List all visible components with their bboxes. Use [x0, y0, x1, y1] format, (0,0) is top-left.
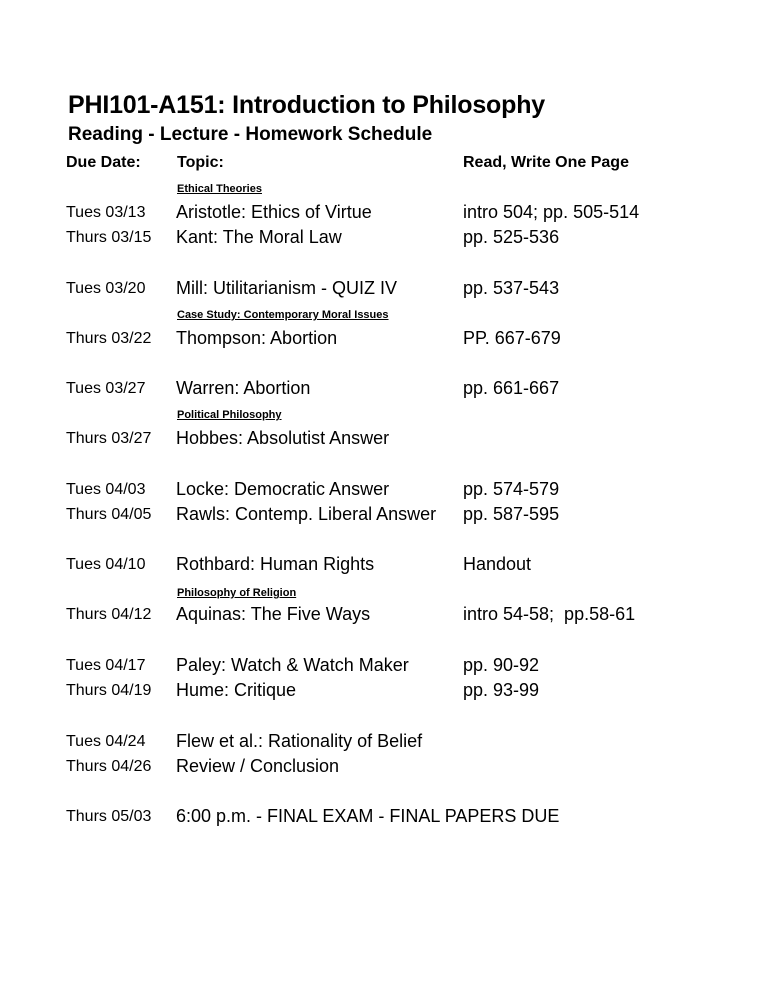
row-reading: pp. 574-579 [463, 479, 560, 499]
row-date: Thurs 04/12 [66, 606, 152, 623]
schedule-subtitle: Reading - Lecture - Homework Schedule [68, 124, 433, 145]
row-date: Tues 03/13 [66, 204, 146, 221]
row-reading: pp. 93-99 [463, 680, 540, 700]
row-reading: pp. 661-667 [463, 378, 560, 398]
row-date: Tues 04/24 [66, 733, 146, 750]
row-topic: Hume: Critique [176, 680, 297, 700]
row-reading: intro 54-58; pp.58-61 [463, 604, 636, 624]
row-date: Thurs 04/05 [66, 506, 152, 523]
row-topic: Aquinas: The Five Ways [176, 604, 371, 624]
row-date: Tues 04/10 [66, 556, 146, 573]
row-reading: pp. 587-595 [463, 504, 560, 524]
row-date: Thurs 05/03 [66, 808, 152, 825]
row-date: Thurs 03/22 [66, 330, 152, 347]
row-topic: Aristotle: Ethics of Virtue [176, 202, 372, 222]
row-topic: Flew et al.: Rationality of Belief [176, 731, 423, 751]
course-title: PHI101-A151: Introduction to Philosophy [68, 91, 545, 119]
row-topic: Rothbard: Human Rights [176, 554, 375, 574]
header-topic: Topic: [177, 154, 224, 171]
row-reading: Handout [463, 554, 532, 574]
row-reading: PP. 667-679 [463, 328, 561, 348]
row-topic: Thompson: Abortion [176, 328, 338, 348]
row-date: Tues 04/03 [66, 481, 146, 498]
header-read: Read, Write One Page [463, 154, 629, 171]
row-date: Tues 03/20 [66, 280, 146, 297]
section-philosophy-of-religion: Philosophy of Religion [177, 587, 297, 599]
row-reading: pp. 90-92 [463, 655, 540, 675]
row-topic: Review / Conclusion [176, 756, 340, 776]
row-date: Thurs 04/26 [66, 758, 152, 775]
row-topic: Mill: Utilitarianism - QUIZ IV [176, 278, 398, 298]
section-ethical-theories: Ethical Theories [177, 183, 262, 195]
row-topic: Hobbes: Absolutist Answer [176, 428, 390, 448]
row-date: Tues 04/17 [66, 657, 146, 674]
row-topic: Warren: Abortion [176, 378, 311, 398]
row-reading: intro 504; pp. 505-514 [463, 202, 640, 222]
row-topic: Rawls: Contemp. Liberal Answer [176, 504, 437, 524]
row-topic: Paley: Watch & Watch Maker [176, 655, 409, 675]
row-reading: pp. 525-536 [463, 227, 560, 247]
row-topic: 6:00 p.m. - FINAL EXAM - FINAL PAPERS DUE [176, 806, 560, 826]
row-topic: Kant: The Moral Law [176, 227, 342, 247]
row-date: Thurs 03/15 [66, 229, 152, 246]
section-case-study: Case Study: Contemporary Moral Issues [177, 309, 389, 321]
row-date: Thurs 03/27 [66, 430, 152, 447]
section-political-philosophy: Political Philosophy [177, 409, 282, 421]
row-reading: pp. 537-543 [463, 278, 560, 298]
row-topic: Locke: Democratic Answer [176, 479, 390, 499]
row-date: Tues 03/27 [66, 380, 146, 397]
row-date: Thurs 04/19 [66, 682, 152, 699]
header-due-date: Due Date: [66, 154, 141, 171]
